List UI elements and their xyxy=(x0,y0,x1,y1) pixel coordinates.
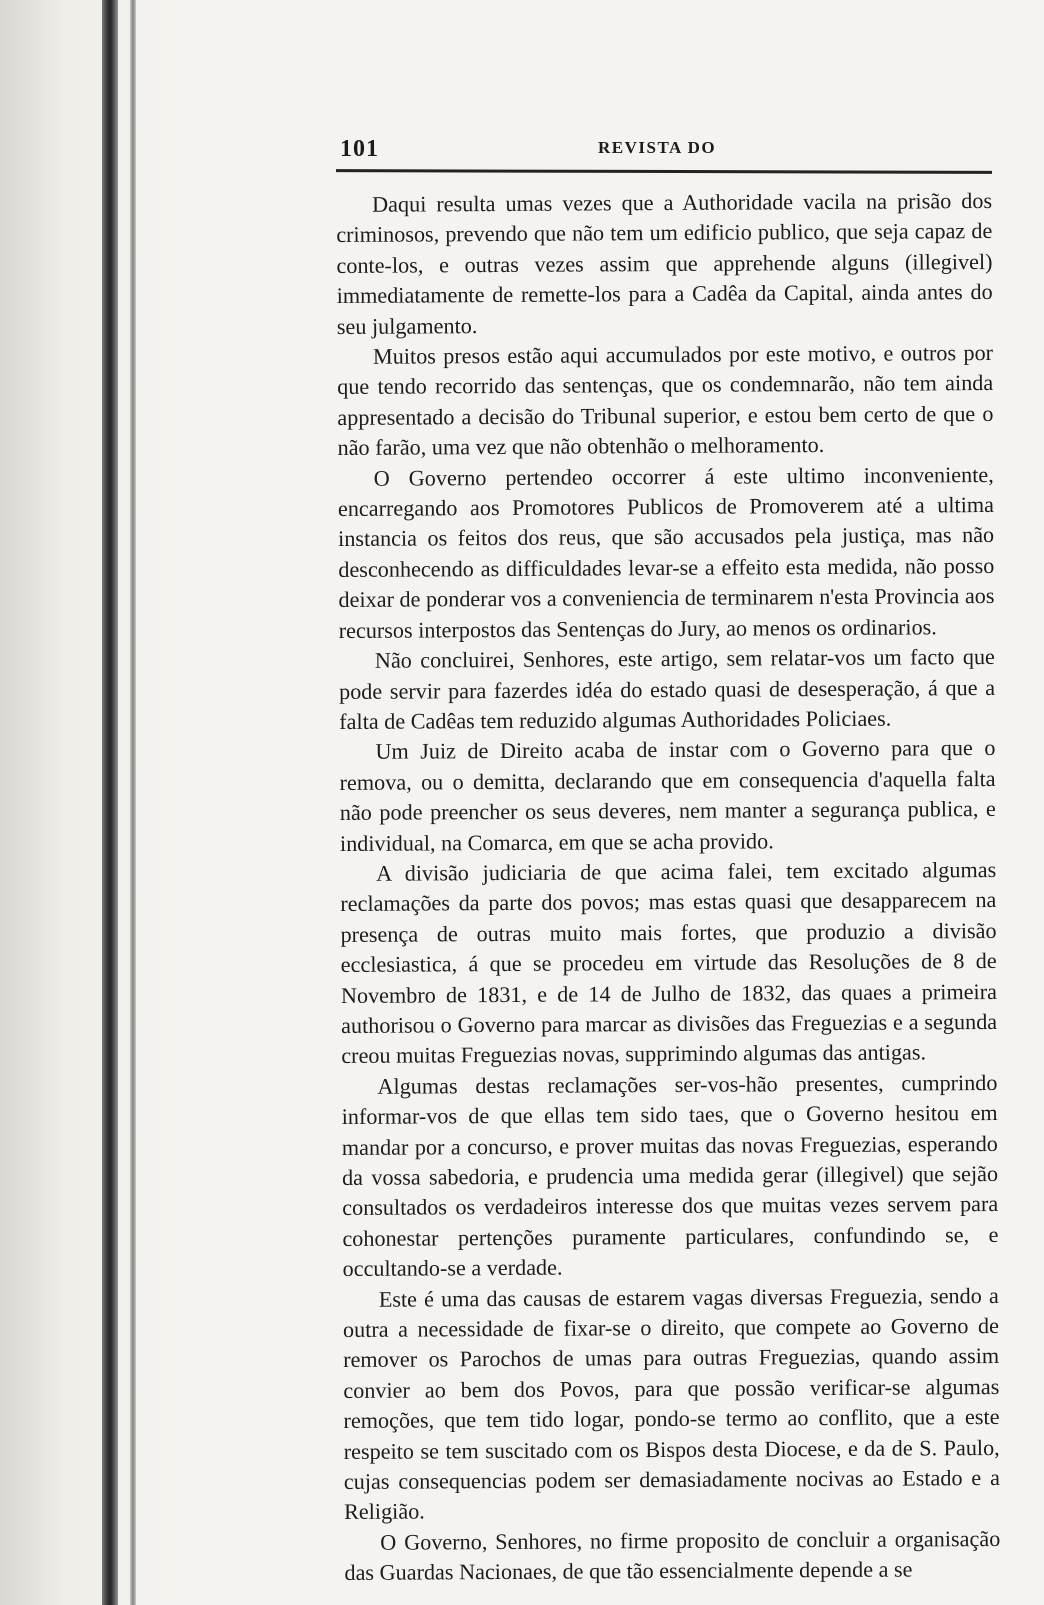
paragraph: O Governo pertendeo occorrer á este ultimo inconveniente, encarregando aos Promotores Publicos de Promoverem até a ultima instancia os feitos dos reus, que são accusados pela justiça, mas não desconhecendo as difficuldades levar-se a effeito esta medida, não posso deixar de ponderar vos a conveniencia de terminarem n'esta Provincia aos recursos interpostos das Sentenças do Jury, ao menos os ordinarios. xyxy=(337,461,995,643)
page-gutter-shadow xyxy=(0,0,170,1605)
paragraph: Um Juiz de Direito acaba de instar com o Governo para que o remova, ou o demitta, declarando que em consequencia d'aquella falta não pode preencher os seus deveres, nem manter a segurança publica, e individual, na Comarca, em que se acha provido. xyxy=(339,735,996,856)
paragraph: A divisão judiciaria de que acima falei, tem excitado algumas reclamações da parte dos povos; mas estas quasi que desapparecem na presença de outras muito mais fortes, que produzio a divisão ecclesiastica, á que se procedeu em virtude das Resoluções de 8 de Novembro de 1831, e de 14 de Julho de 1832, das quaes a primeira authorisou o Governo para marcar as divisões das Freguezias e a segunda creou muitas Freguezias novas, supprimindo algumas das antigas. xyxy=(340,856,998,1069)
paragraph: Daqui resulta umas vezes que a Authoridade vacila na prisão dos criminosos, prevendo que não tem um edificio publico, que seja capaz de conte-los, e outras vezes assim que apprehende alguns (illegivel) immediatamente de remette-los para a Cadêa da Capital, ainda antes do seu julgamento. xyxy=(336,187,993,339)
header-rule xyxy=(336,169,992,174)
running-title: REVISTA DO xyxy=(598,138,717,157)
page-number: 101 xyxy=(340,136,379,162)
paragraph: Este é uma das causas de estarem vagas diversas Freguezia, sendo a outra a necessidade de fixar-se o direito, que compete ao Governo de remover os Parochos de umas para outras Freguezias, quando assim convier ao bem dos Povos, para que possão verificar-se algumas remoções, que tem tido logar, pondo-se termo ao conflito, que a este respeito se tem suscitado com os Bispos desta Diocese, e da de S. Paulo, cujas consequencias podem ser demasiadamente nocivas ao Estado e a Religião. xyxy=(342,1282,1000,1525)
paragraph: Não concluirei, Senhores, este artigo, sem relatar-vos um facto que pode servir para fazerdes idéa do estado quasi de desesperação, á que a falta de Cadêas tem reduzido algumas Authoridades Policiaes. xyxy=(338,644,996,734)
paragraph: Algumas destas reclamações ser-vos-hão presentes, cumprindo informar-vos de que ellas tem sido taes, que o Governo hesitou em mandar por a concurso, e prover muitas das novas Freguezias, esperando da vossa sabedoria, e prudencia uma medida gerar (illegivel) que sejão consultados os verdadeiros interesse dos que muitas vezes servem para cohonestar pertenções puramente particulares, confundindo se, e occultando-se a verdade. xyxy=(341,1069,999,1282)
book-spine-edge xyxy=(130,0,136,1605)
body-text xyxy=(336,186,1001,1589)
paragraph: Muitos presos estão aqui accumulados por este motivo, e outros por que tendo recorrido das sentenças, que os condemnarão, não tem ainda appresentado a decisão do Tribunal superior, e estou bem certo de que o não farão, uma vez que não obtenhão o melhoramento. xyxy=(337,340,994,461)
book-spine xyxy=(102,0,118,1605)
paragraph: O Governo, Senhores, no firme proposito de concluir a organisação das Guardas Nacionaes, de que tão essencialmente depende a se xyxy=(344,1525,1001,1586)
page-header xyxy=(336,132,996,172)
